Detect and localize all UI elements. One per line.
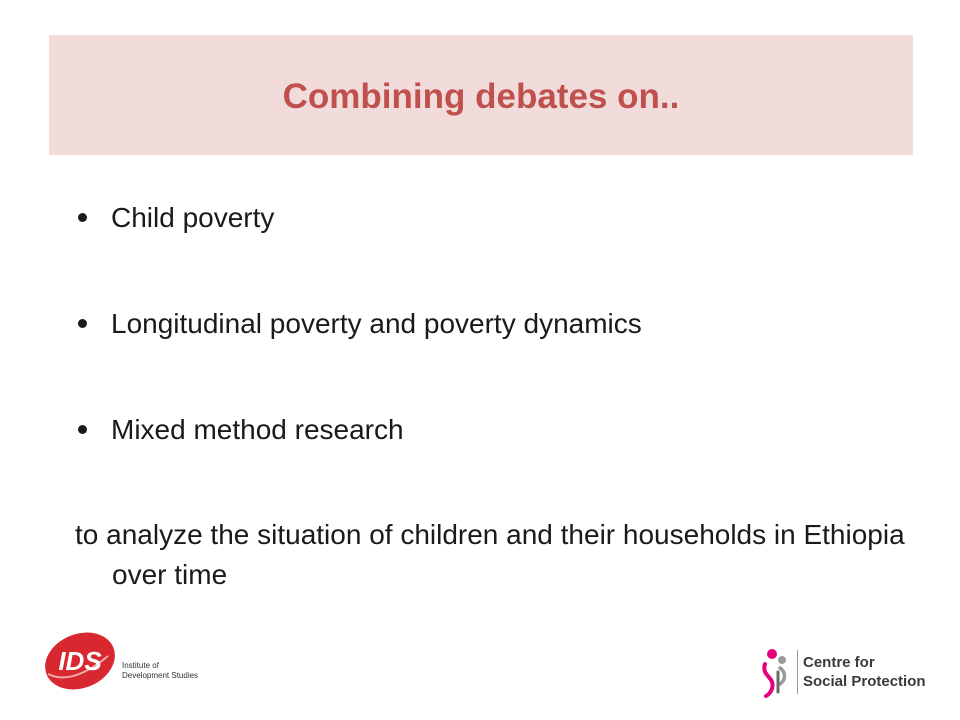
ids-caption-line1: Institute of [122, 661, 159, 670]
bullet-label: Child poverty [111, 202, 275, 233]
bullet-dot-icon [78, 425, 87, 434]
bullet-item [75, 296, 895, 352]
closing-statement: to analyze the situation of children and their households in Ethiopia over time [75, 519, 905, 590]
csp-logo-text [803, 653, 926, 691]
ids-logo [42, 628, 232, 694]
slide-title: Combining debates on.. [282, 77, 680, 116]
bullet-label: Longitudinal poverty and poverty dynamics [111, 308, 642, 339]
bullet-item [75, 402, 895, 458]
ids-logo-mark-icon [42, 628, 122, 694]
csp-line1: Centre for [803, 654, 875, 671]
bullet-dot-icon [78, 213, 87, 222]
csp-logo-mark-icon [760, 646, 794, 698]
bullet-item [75, 190, 895, 246]
csp-divider [797, 650, 798, 694]
bullet-list [75, 190, 895, 508]
title-band [49, 35, 913, 155]
bullet-label: Mixed method research [111, 414, 404, 445]
ids-caption [122, 661, 198, 681]
csp-line2: Social Protection [803, 673, 926, 690]
ids-caption-line2: Development Studies [122, 671, 199, 680]
bullet-dot-icon [78, 319, 87, 328]
ids-mark-text: IDS [58, 646, 102, 676]
csp-logo [760, 646, 932, 698]
